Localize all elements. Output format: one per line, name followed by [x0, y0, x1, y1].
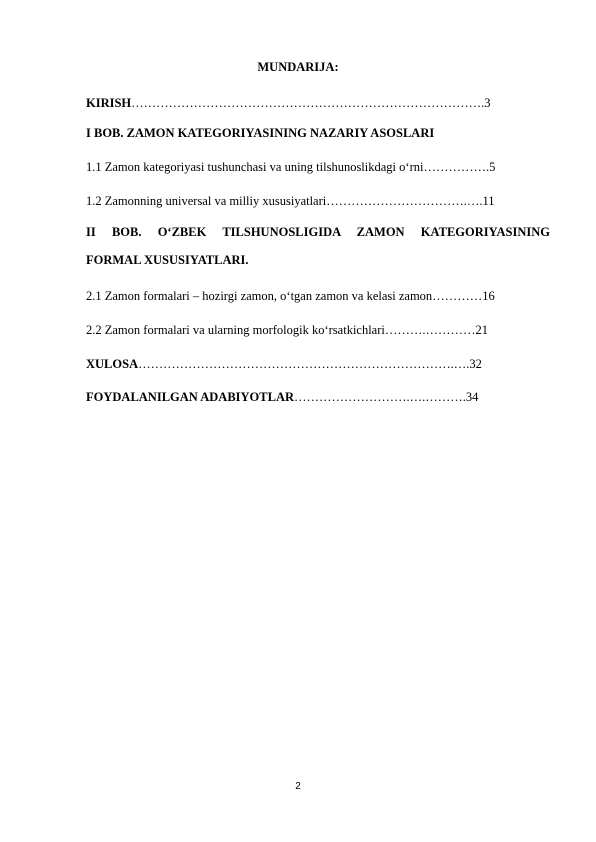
chapter-2-title-line-1: II BOB. O‘ZBEK TILSHUNOSLIGIDA ZAMON KATEGORIYASINING	[86, 225, 550, 239]
toc-entry-kirish	[86, 95, 491, 111]
toc-leader-dots: ………………………………………………………………………….	[131, 96, 485, 110]
toc-page-ref: 32	[469, 357, 482, 371]
toc-entry-label: XULOSA	[86, 357, 139, 371]
toc-entry-label: 2.1 Zamon formalari – hozirgi zamon, o‘tgan zamon va kelasi zamon	[86, 289, 433, 303]
toc-leader-dots: ……………………….….……….	[294, 390, 466, 404]
toc-entry-label: FOYDALANILGAN ADABIYOTLAR	[86, 390, 295, 404]
toc-page-ref: 11	[482, 194, 495, 208]
toc-entry-label: 1.2 Zamonning universal va milliy xususiyatlari	[86, 194, 327, 208]
toc-entry-1-1	[86, 159, 495, 175]
toc-page-ref: 34	[465, 390, 479, 404]
toc-page-ref: 16	[482, 289, 495, 303]
toc-leader-dots: ……….…………	[384, 323, 476, 337]
toc-entry-label: 2.2 Zamon formalari va ularning morfologik ko‘rsatkichlari	[86, 323, 385, 337]
toc-leader-dots: ………………………………………………………………….….	[138, 357, 470, 371]
toc-leader-dots: …………………………….….	[326, 194, 483, 208]
toc-entry-adabiyotlar	[86, 389, 478, 405]
toc-entry-chapter-1	[86, 125, 434, 141]
toc-entry-chapter-2	[86, 224, 550, 268]
toc-page-ref: 3	[484, 96, 491, 110]
toc-entry-2-2	[86, 322, 488, 338]
page-number: 2	[295, 781, 301, 792]
toc-leader-dots: …………	[432, 289, 483, 303]
toc-leader-dots: …………….	[423, 160, 490, 174]
toc-entry-label: 1.1 Zamon kategoriyasi tushunchasi va uning tilshunoslikdagi o‘rni	[86, 160, 424, 174]
toc-entry-label: I BOB. ZAMON KATEGORIYASINING NAZARIY ASOSLARI	[86, 126, 435, 140]
toc-entry-xulosa	[86, 356, 482, 372]
toc-page-ref: 21	[475, 323, 488, 337]
toc-entry-2-1	[86, 288, 495, 304]
toc-page-ref: 5	[489, 160, 496, 174]
toc-entry-label: KIRISH	[86, 96, 132, 110]
toc-title: MUNDARIJA:	[257, 60, 339, 74]
chapter-2-title-line-2: FORMAL XUSUSIYATLARI.	[86, 253, 249, 267]
toc-entry-1-2	[86, 193, 495, 209]
